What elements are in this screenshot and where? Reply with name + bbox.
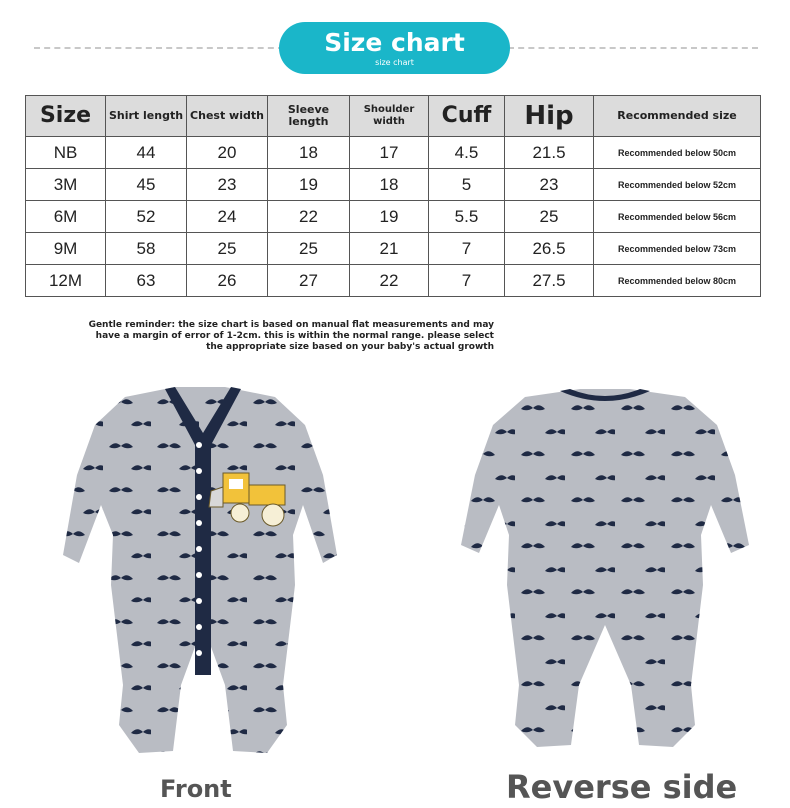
cell-shoulder-width: 18 [350,169,429,201]
header-shoulder-width: Shoulder width [350,96,429,137]
cell-shirt-length: 52 [106,201,187,233]
size-chart-banner [279,22,510,74]
front-garment-image [55,385,345,760]
cell-cuff: 5 [429,169,505,201]
table-row [26,137,761,169]
table-header-row [26,96,761,137]
cell-sleeve-length: 18 [268,137,350,169]
table-row [26,201,761,233]
cell-size: 3M [26,169,106,201]
cell-cuff: 5.5 [429,201,505,233]
cell-chest-width: 25 [187,233,268,265]
cell-size: 6M [26,201,106,233]
cell-shirt-length: 58 [106,233,187,265]
header-size: Size [26,96,106,137]
size-table [25,95,761,297]
cell-shirt-length: 44 [106,137,187,169]
cell-chest-width: 24 [187,201,268,233]
cell-size: 12M [26,265,106,297]
cell-size: 9M [26,233,106,265]
cell-shirt-length: 45 [106,169,187,201]
page-title: Size chart [324,28,465,57]
header-hip: Hip [505,96,594,137]
measurement-note: Gentle reminder: the size chart is based on manual flat measurements and may have a margin of error of 1-2cm. this is within the normal range. please select the appropriate size based on your baby's actual growth [88,320,494,352]
cell-shoulder-width: 22 [350,265,429,297]
header-chest-width: Chest width [187,96,268,137]
page-subtitle: size chart [375,58,414,67]
cell-recommended-size: Recommended below 56cm [594,201,761,233]
caption-front: Front [160,775,232,803]
cell-cuff: 4.5 [429,137,505,169]
cell-sleeve-length: 27 [268,265,350,297]
cell-chest-width: 20 [187,137,268,169]
table-row [26,265,761,297]
cell-sleeve-length: 25 [268,233,350,265]
cell-recommended-size: Recommended below 80cm [594,265,761,297]
cell-recommended-size: Recommended below 52cm [594,169,761,201]
cell-cuff: 7 [429,265,505,297]
table-row [26,233,761,265]
header-shirt-length: Shirt length [106,96,187,137]
header-cuff: Cuff [429,96,505,137]
cell-sleeve-length: 22 [268,201,350,233]
cell-shoulder-width: 17 [350,137,429,169]
header-sleeve-length: Sleeve length [268,96,350,137]
table-row [26,169,761,201]
cell-hip: 27.5 [505,265,594,297]
back-garment-image [455,385,755,755]
cell-shoulder-width: 21 [350,233,429,265]
cell-size: NB [26,137,106,169]
cell-hip: 26.5 [505,233,594,265]
cell-shoulder-width: 19 [350,201,429,233]
cell-shirt-length: 63 [106,265,187,297]
header-recommended-size: Recommended size [594,96,761,137]
cell-hip: 23 [505,169,594,201]
cell-sleeve-length: 19 [268,169,350,201]
cell-hip: 25 [505,201,594,233]
cell-chest-width: 26 [187,265,268,297]
cell-hip: 21.5 [505,137,594,169]
cell-cuff: 7 [429,233,505,265]
caption-reverse-side: Reverse side [506,768,738,806]
cell-recommended-size: Recommended below 73cm [594,233,761,265]
header-divider-left [34,47,284,49]
header-divider-right [508,47,758,49]
cell-chest-width: 23 [187,169,268,201]
cell-recommended-size: Recommended below 50cm [594,137,761,169]
